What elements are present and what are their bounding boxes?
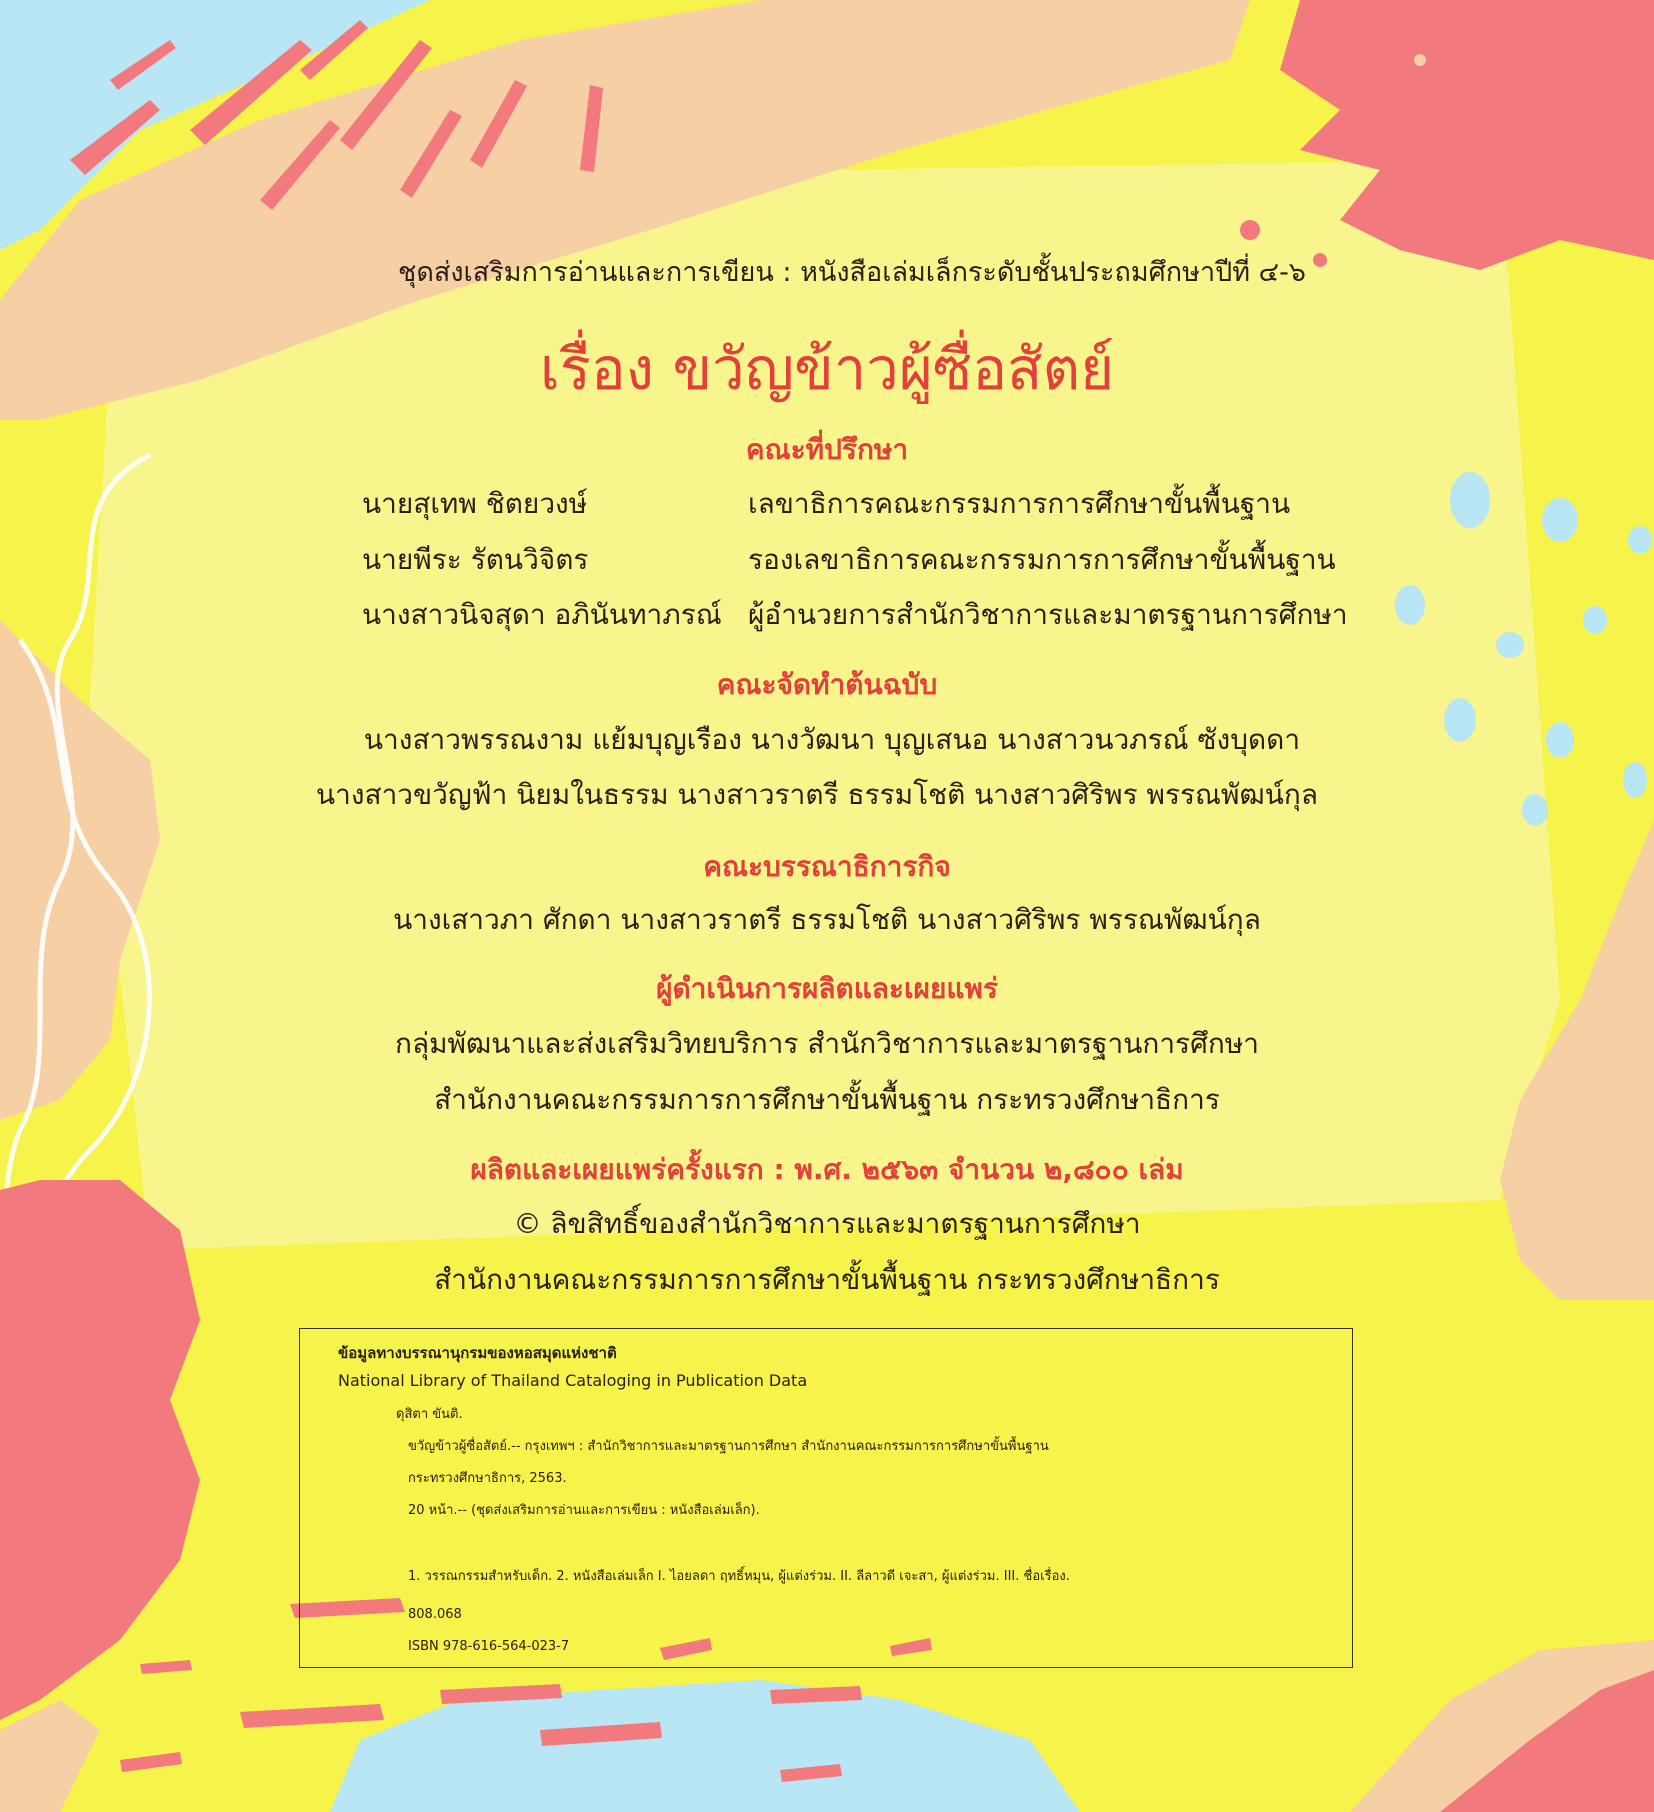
advisor-name: นายสุเทพ ชิตยวงษ์ [362,487,588,520]
catalog-isbn: ISBN 978-616-564-023-7 [408,1639,570,1654]
copyright-line: © ลิขสิทธิ์ของสำนักวิชาการและมาตรฐานการศึกษา [513,1207,1141,1240]
advisor-name: นางสาวนิจสุดา อภินันทาภรณ์ [362,598,722,631]
catalog-heading-en: National Library of Thailand Cataloging in Publication Data [338,1371,808,1390]
editors-line: นางเสาวภา ศักดา นางสาวราตรี ธรรมโชติ นางสาวศิริพร พรรณพัฒน์กุล [393,903,1261,936]
publisher-line: กลุ่มพัฒนาและส่งเสริมวิทยบริการ สำนักวิชาการและมาตรฐานการศึกษา [394,1027,1259,1060]
catalog-classification: 808.068 [408,1607,462,1622]
original-team-line: นางสาวขวัญฟ้า นิยมในธรรม นางสาวราตรี ธรรมโชติ นางสาวศิริพร พรรณพัฒน์กุล [315,778,1319,811]
edition-info: ผลิตและเผยแพร่ครั้งแรก : พ.ศ. ๒๕๖๓ จำนวน ๒,๘๐๐ เล่ม [470,1153,1184,1186]
advisor-role: รองเลขาธิการคณะกรรมการการศึกษาขั้นพื้นฐาน [748,543,1336,576]
original-team-line: นางสาวพรรณงาม แย้มบุญเรือง นางวัฒนา บุญเสนอ นางสาวนวภรณ์ ซังบุดดา [363,723,1301,756]
copyright-line: สำนักงานคณะกรรมการการศึกษาขั้นพื้นฐาน กระทรวงศึกษาธิการ [434,1263,1220,1296]
advisors-heading: คณะที่ปรึกษา [745,433,909,466]
catalog-subjects: 1. วรรณกรรมสำหรับเด็ก. 2. หนังสือเล่มเล็ก I. ไอยลดา ฤทธิ์หมุน, ผู้แต่งร่วม. II. ลีลาวดี เจะสา, ผู้แต่งร่วม. III. ชื่อเรื่อง. [408,1569,1070,1584]
series-title: ชุดส่งเสริมการอ่านและการเขียน : หนังสือเล่มเล็กระดับชั้นประถมศึกษาปีที่ ๔-๖ [398,257,1306,288]
publisher-heading: ผู้ดำเนินการผลิตและเผยแพร่ [656,972,998,1005]
book-title: เรื่อง ขวัญข้าวผู้ซื่อสัตย์ [539,335,1115,403]
advisor-role: ผู้อำนวยการสำนักวิชาการและมาตรฐานการศึกษา [748,598,1348,631]
publisher-line: สำนักงานคณะกรรมการการศึกษาขั้นพื้นฐาน กระทรวงศึกษาธิการ [434,1083,1220,1116]
catalog-box [299,1328,1353,1668]
catalog-heading-th: ข้อมูลทางบรรณานุกรมของหอสมุดแห่งชาติ [338,1344,617,1362]
catalog-line: 20 หน้า.-- (ชุดส่งเสริมการอ่านและการเขียน : หนังสือเล่มเล็ก). [408,1503,760,1518]
advisor-role: เลขาธิการคณะกรรมการการศึกษาขั้นพื้นฐาน [748,487,1291,520]
original-team-heading: คณะจัดทำต้นฉบับ [716,668,938,701]
catalog-line: กระทรวงศึกษาธิการ, 2563. [408,1471,567,1486]
catalog-line: ขวัญข้าวผู้ซื่อสัตย์.-- กรุงเทพฯ : สำนักวิชาการและมาตรฐานการศึกษา สำนักงานคณะกรรมการการศึกษาขั้นพื้นฐาน [408,1439,1049,1454]
advisor-name: นายพีระ รัตนวิจิตร [362,543,589,576]
catalog-author: ดุสิตา ขันติ. [396,1407,463,1422]
editors-heading: คณะบรรณาธิการกิจ [703,850,951,883]
